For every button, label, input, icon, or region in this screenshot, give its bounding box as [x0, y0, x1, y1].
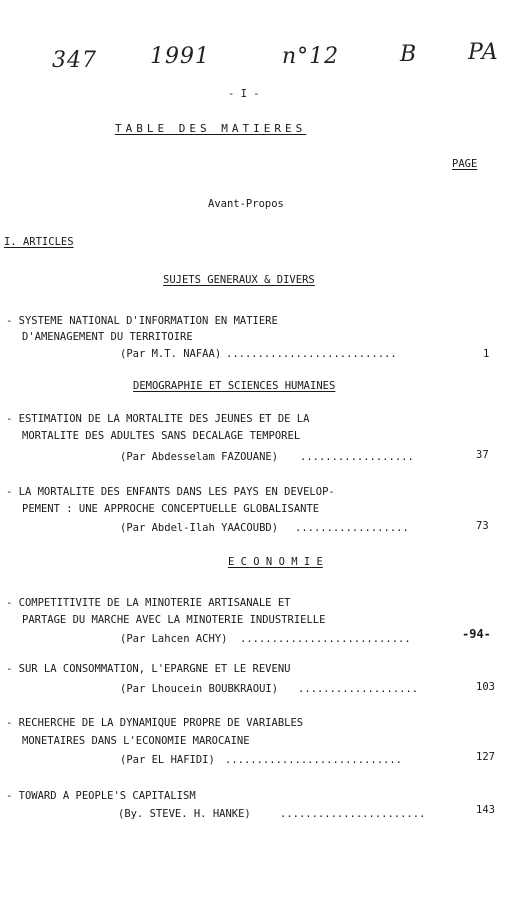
page-title: TABLE DES MATIERES: [115, 122, 307, 135]
section-heading: E C O N O M I E: [228, 556, 323, 568]
entry-author: (Par M.T. NAFAA): [120, 348, 222, 360]
entry-leader-dots: ..................: [300, 451, 414, 463]
handwritten-b: B: [400, 42, 418, 67]
entry-author: (Par Abdesselam FAZOUANE): [120, 451, 279, 463]
entry-leader-dots: .......................: [280, 808, 426, 820]
entry-title-line: - TOWARD A PEOPLE'S CAPITALISM: [6, 790, 196, 802]
handwritten-ref: 347: [52, 48, 97, 73]
entry-page-number: 143: [476, 804, 495, 816]
entry-title-line: - RECHERCHE DE LA DYNAMIQUE PROPRE DE VARIABLES: [6, 717, 304, 729]
entry-page-number: 1: [483, 348, 490, 360]
entry-title-line: MORTALITE DES ADULTES SANS DECALAGE TEMPOREL: [22, 430, 301, 442]
entry-leader-dots: ...........................: [240, 633, 411, 645]
entry-page-number: 73: [476, 520, 489, 532]
section-heading: SUJETS GENERAUX & DIVERS: [163, 274, 315, 286]
entry-title-line: MONETAIRES DANS L'ECONOMIE MAROCAINE: [22, 735, 250, 747]
entry-page-number: -94-: [462, 627, 491, 641]
entry-author: (Par Abdel-Ilah YAACOUBD): [120, 522, 279, 534]
entry-leader-dots: ...........................: [226, 348, 397, 360]
entry-title-line: PEMENT : UNE APPROCHE CONCEPTUELLE GLOBALISANTE: [22, 503, 320, 515]
section-articles: I. ARTICLES: [4, 236, 74, 248]
entry-title-line: PARTAGE DU MARCHE AVEC LA MINOTERIE INDUSTRIELLE: [22, 614, 326, 626]
entry-author: (Par EL HAFIDI): [120, 754, 215, 766]
entry-page-number: 127: [476, 751, 495, 763]
entry-author: (By. STEVE. H. HANKE): [118, 808, 251, 820]
entry-leader-dots: ..................: [295, 522, 409, 534]
handwritten-pa: PA: [468, 40, 499, 65]
page-column-label: PAGE: [452, 158, 478, 170]
entry-title-line: - SUR LA CONSOMMATION, L'EPARGNE ET LE REVENU: [6, 663, 291, 675]
entry-author: (Par Lahcen ACHY): [120, 633, 228, 645]
entry-title-line: - LA MORTALITE DES ENFANTS DANS LES PAYS EN DEVELOP-: [6, 486, 335, 498]
handwritten-year: 1991: [150, 44, 210, 69]
avant-propos: Avant-Propos: [208, 198, 284, 210]
entry-page-number: 37: [476, 449, 489, 461]
entry-leader-dots: ............................: [225, 754, 403, 766]
entry-leader-dots: ...................: [298, 683, 419, 695]
entry-author: (Par Lhoucein BOUBKRAOUI): [120, 683, 279, 695]
handwritten-issue: n°12: [282, 44, 340, 69]
entry-title-line: - ESTIMATION DE LA MORTALITE DES JEUNES ET DE LA: [6, 413, 310, 425]
entry-page-number: 103: [476, 681, 495, 693]
entry-title-line: D'AMENAGEMENT DU TERRITOIRE: [22, 331, 193, 343]
page-marker: - I -: [228, 88, 260, 100]
entry-title-line: - COMPETITIVITE DE LA MINOTERIE ARTISANALE ET: [6, 597, 291, 609]
section-heading: DEMOGRAPHIE ET SCIENCES HUMAINES: [133, 380, 336, 392]
entry-title-line: - SYSTEME NATIONAL D'INFORMATION EN MATIERE: [6, 315, 278, 327]
